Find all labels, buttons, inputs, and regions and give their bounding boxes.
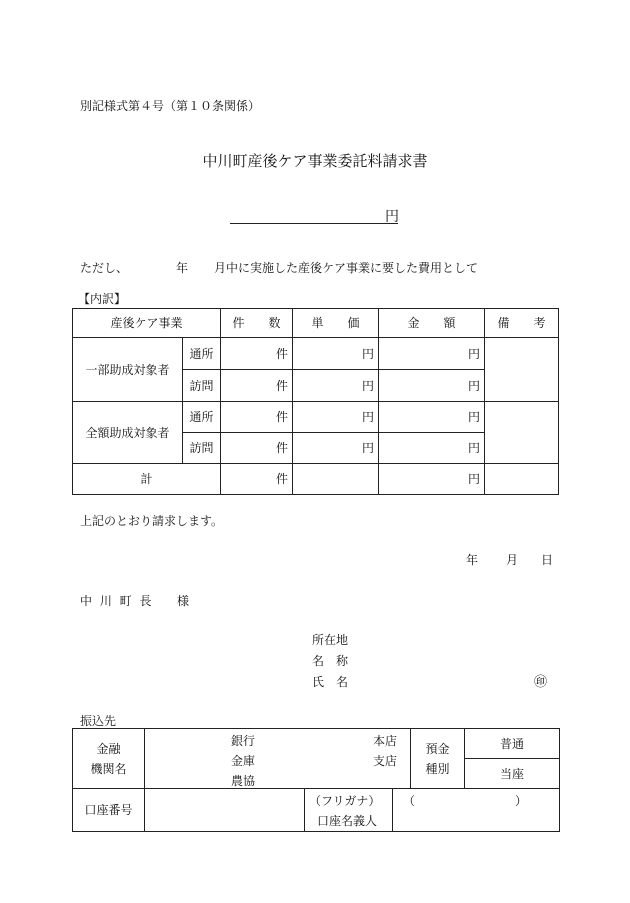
group-label: 全額助成対象者 bbox=[73, 402, 183, 464]
addressee-honorific: 様 bbox=[177, 594, 190, 608]
row-type: 訪問 bbox=[183, 433, 221, 464]
count-cell[interactable]: 件 bbox=[221, 402, 293, 433]
count-cell[interactable]: 件 bbox=[221, 433, 293, 464]
org-name-label: 名 称 bbox=[312, 654, 349, 668]
breakdown-label: 【内訳】 bbox=[78, 292, 127, 306]
total-unit-price-cell bbox=[293, 464, 379, 495]
header-service: 産後ケア事業 bbox=[73, 309, 221, 338]
institution-label: 金融 機関名 bbox=[73, 729, 145, 789]
deposit-type-label: 預金 種別 bbox=[411, 729, 465, 789]
group-label: 一部助成対象者 bbox=[73, 338, 183, 402]
unit-price-cell[interactable]: 円 bbox=[293, 433, 379, 464]
total-count-cell[interactable]: 件 bbox=[221, 464, 293, 495]
current-option[interactable]: 当座 bbox=[465, 759, 560, 789]
amount-cell[interactable]: 円 bbox=[379, 370, 485, 402]
transfer-label: 振込先 bbox=[80, 714, 117, 728]
remarks-cell[interactable] bbox=[485, 402, 559, 464]
furigana-label: （フリガナ） bbox=[309, 794, 381, 808]
bank-table bbox=[72, 728, 560, 832]
header-count: 件 数 bbox=[221, 309, 293, 338]
account-holder-field[interactable] bbox=[393, 789, 560, 832]
purpose-text: 月中に実施した産後ケア事業に要した費用として bbox=[214, 261, 479, 275]
remarks-cell[interactable] bbox=[485, 338, 559, 402]
purpose-prefix: ただし、 bbox=[80, 261, 129, 275]
bank-option: 銀行 bbox=[231, 734, 256, 748]
total-label: 計 bbox=[73, 464, 221, 495]
holder-label: 口座名義人 bbox=[317, 814, 378, 828]
amount-cell[interactable]: 円 bbox=[379, 402, 485, 433]
amount-cell[interactable]: 円 bbox=[379, 433, 485, 464]
agri-option: 農協 bbox=[231, 774, 256, 788]
date-year: 年 bbox=[466, 553, 479, 567]
table-row bbox=[73, 402, 559, 433]
unit-price-cell[interactable]: 円 bbox=[293, 402, 379, 433]
vault-option: 金庫 bbox=[231, 754, 256, 768]
amount-field[interactable] bbox=[230, 208, 398, 224]
seal-mark: ㊞ bbox=[534, 675, 548, 690]
branch-option: 支店 bbox=[373, 754, 398, 768]
date-day: 日 bbox=[541, 553, 554, 567]
form-reference: 別記様式第４号（第１０条関係） bbox=[80, 99, 261, 113]
furigana-paren-close: ） bbox=[515, 794, 528, 808]
document-title: 中川町産後ケア事業委託料請求書 bbox=[202, 152, 428, 170]
address-label: 所在地 bbox=[312, 633, 349, 647]
unit-price-cell[interactable]: 円 bbox=[293, 338, 379, 370]
account-number-field[interactable] bbox=[145, 789, 305, 832]
holder-label-cell bbox=[305, 789, 393, 832]
account-number-label: 口座番号 bbox=[73, 789, 145, 832]
breakdown-table bbox=[72, 308, 559, 495]
count-cell[interactable]: 件 bbox=[221, 338, 293, 370]
total-row bbox=[73, 464, 559, 495]
institution-name-cell[interactable] bbox=[145, 729, 411, 789]
header-remarks: 備 考 bbox=[485, 309, 559, 338]
purpose-year: 年 bbox=[176, 261, 189, 275]
person-name-label: 氏 名 bbox=[312, 675, 349, 689]
addressee-name: 中 川 町 長 bbox=[80, 594, 154, 608]
row-type: 通所 bbox=[183, 402, 221, 433]
amount-unit: 円 bbox=[385, 209, 399, 225]
row-type: 訪問 bbox=[183, 370, 221, 402]
amount-cell[interactable]: 円 bbox=[379, 338, 485, 370]
table-row bbox=[73, 338, 559, 370]
total-remarks-cell[interactable] bbox=[485, 464, 559, 495]
header-unit-price: 単 価 bbox=[293, 309, 379, 338]
header-amount: 金 額 bbox=[379, 309, 485, 338]
ordinary-option[interactable]: 普通 bbox=[465, 729, 560, 759]
unit-price-cell[interactable]: 円 bbox=[293, 370, 379, 402]
row-type: 通所 bbox=[183, 338, 221, 370]
request-text: 上記のとおり請求します。 bbox=[80, 514, 224, 528]
total-amount-cell[interactable]: 円 bbox=[379, 464, 485, 495]
head-office-option: 本店 bbox=[373, 734, 398, 748]
count-cell[interactable]: 件 bbox=[221, 370, 293, 402]
furigana-paren-open: （ bbox=[403, 794, 416, 808]
date-month: 月 bbox=[506, 553, 519, 567]
